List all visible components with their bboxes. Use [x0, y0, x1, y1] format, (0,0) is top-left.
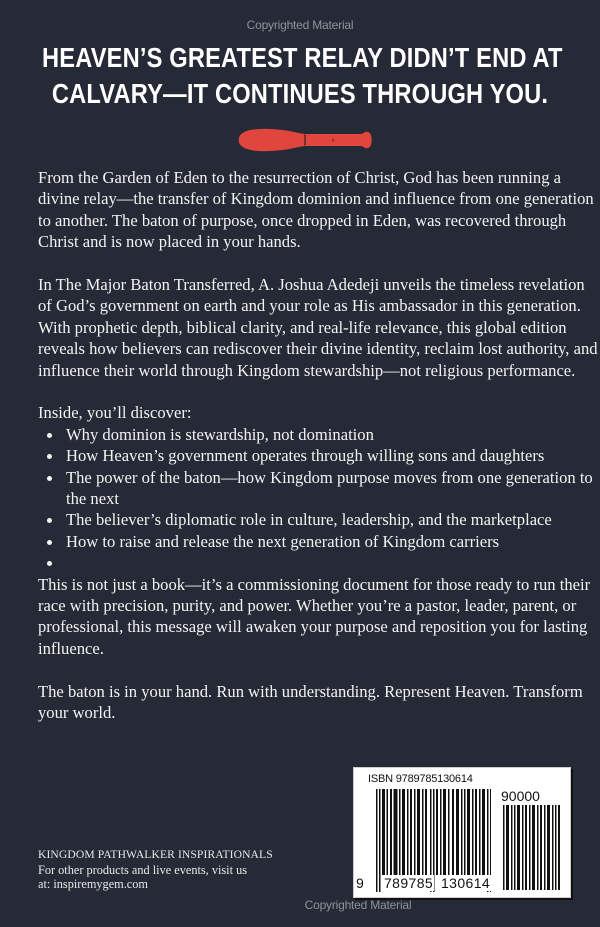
description: [38, 167, 598, 745]
headline-line-1: HEAVEN’S GREATEST RELAY DIDN’T END AT: [42, 42, 563, 73]
discover-intro: Inside, you’ll discover:: [38, 403, 192, 423]
addon-barcode-bars-icon: [503, 805, 560, 890]
discover-item: How Heaven’s government operates through willing sons and daughters: [66, 445, 598, 466]
barcode-digits-left: 789785: [384, 875, 434, 891]
headline: [42, 40, 563, 112]
paragraph-4: The baton is in your hand. Run with understanding. Represent Heaven. Transform your world.: [38, 681, 583, 723]
publisher-website: at: inspiremygem.com: [38, 877, 148, 891]
discover-list: [38, 424, 598, 574]
paragraph-2: In The Major Baton Transferred, A. Joshua Adedeji unveils the timeless revelation of God’s government on earth and your role as His ambassador in this generation. With prophetic depth, biblical clarity, and real-life relevance, this global edition reveals how believers can rediscover their divine identity, reclaim lost authority, and influence their world through Kingdom stewardship—not religious performance.: [38, 275, 598, 380]
copyright-watermark-top: Copyrighted Material: [246, 18, 354, 32]
price-code: 90000: [501, 788, 540, 804]
barcode-digit-first: 9: [356, 875, 364, 891]
paragraph-1: From the Garden of Eden to the resurrection of Christ, God has been running a divine relay—the transfer of Kingdom dominion and influence from one generation to another. The baton of purpose, once dropped in Eden, was recovered through Christ and is now placed in your hands.: [38, 168, 594, 252]
publisher-imprint: KINGDOM PATHWALKER INSPIRATIONALS: [38, 848, 273, 861]
barcode-digits-right: 130614: [441, 875, 491, 891]
paragraph-3: This is not just a book—it’s a commissioning document for those ready to run their race with precision, purity, and power. Whether you’re a pastor, leader, parent, or professional, this message will awaken your purpose and reposition you for lasting influence.: [38, 574, 591, 658]
discover-item: The believer’s diplomatic role in culture, leadership, and the marketplace: [66, 509, 598, 530]
relay-baton-icon: [233, 123, 373, 157]
discover-item-empty: [66, 552, 598, 573]
discover-item: How to raise and release the next generation of Kingdom carriers: [66, 531, 598, 552]
isbn-barcode: [353, 767, 571, 898]
publisher-line-1: For other products and live events, visit us: [38, 862, 248, 877]
headline-line-2: CALVARY—IT CONTINUES THROUGH YOU.: [51, 78, 549, 109]
discover-item: Why dominion is stewardship, not domination: [66, 424, 598, 445]
discover-item: The power of the baton—how Kingdom purpose moves from one generation to the next: [66, 467, 598, 510]
copyright-watermark-bottom: Copyrighted Material: [304, 898, 412, 912]
isbn-label: ISBN 9789785130614: [368, 773, 473, 785]
publisher-info: [38, 848, 338, 892]
